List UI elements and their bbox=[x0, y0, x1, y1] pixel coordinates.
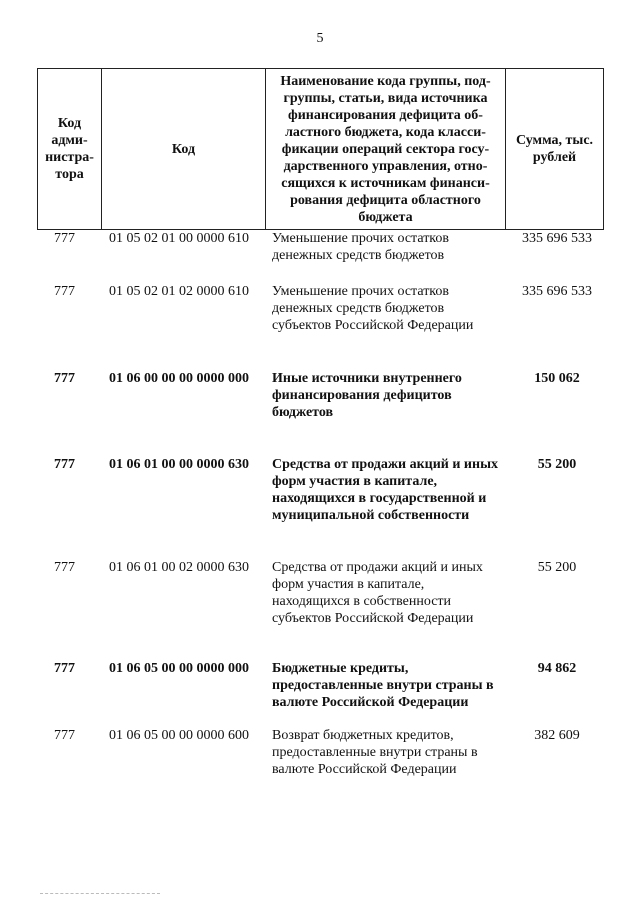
scan-artifact-line bbox=[40, 893, 160, 897]
row-admin: 777 bbox=[54, 728, 75, 743]
table-row bbox=[37, 370, 604, 421]
row-admin: 777 bbox=[54, 457, 75, 472]
row-code: 01 06 05 00 00 0000 600 bbox=[109, 728, 249, 743]
row-name: Бюджетные кредиты, предоставленные внутри страны в валюте Российской Федерации bbox=[272, 661, 494, 710]
row-code: 01 05 02 01 02 0000 610 bbox=[109, 284, 249, 299]
row-sum: 55 200 bbox=[537, 560, 577, 575]
row-name: Средства от продажи акций и иных форм участия в капитале, находящихся в государственной и муниципальной собственности bbox=[272, 457, 498, 523]
header-name: Наименование кода группы, под-группы, статьи, вида источника финансирования дефицита об-ластного бюджета, кода класси-фикации операций сектора госу-дарственного управления, отно-сящихся к источникам финанси-рования дефицита областного бюджета bbox=[265, 69, 505, 229]
row-admin: 777 bbox=[54, 284, 75, 299]
row-sum: 382 609 bbox=[534, 728, 580, 743]
row-name: Возврат бюджетных кредитов, предоставленные внутри страны в валюте Российской Федерации bbox=[272, 728, 478, 777]
page-number: 5 bbox=[316, 31, 324, 46]
row-code: 01 06 01 00 02 0000 630 bbox=[109, 560, 249, 575]
row-admin: 777 bbox=[54, 231, 75, 246]
table-row bbox=[37, 456, 604, 524]
table-row bbox=[37, 559, 604, 627]
row-code: 01 06 05 00 00 0000 000 bbox=[109, 661, 249, 676]
table-row bbox=[37, 660, 604, 711]
row-name: Уменьшение прочих остатков денежных средств бюджетов bbox=[272, 231, 450, 263]
table-row bbox=[37, 727, 604, 778]
row-code: 01 06 01 00 00 0000 630 bbox=[109, 457, 249, 472]
row-admin: 777 bbox=[54, 371, 75, 386]
sources-table bbox=[37, 68, 604, 778]
table-header bbox=[37, 68, 604, 230]
row-code: 01 05 02 01 00 0000 610 bbox=[109, 231, 249, 246]
table-body bbox=[37, 230, 604, 778]
header-admin-code: Код адми-нистра-тора bbox=[45, 116, 94, 182]
row-code: 01 06 00 00 00 0000 000 bbox=[109, 371, 249, 386]
row-sum: 335 696 533 bbox=[522, 284, 592, 299]
table-row bbox=[37, 230, 604, 264]
row-name: Средства от продажи акций и иных форм участия в капитале, находящихся в собственности субъектов Российской Федерации bbox=[272, 560, 483, 626]
row-sum: 94 862 bbox=[537, 661, 577, 676]
table-row bbox=[37, 283, 604, 334]
row-admin: 777 bbox=[54, 560, 75, 575]
row-sum: 335 696 533 bbox=[522, 231, 592, 246]
row-sum: 150 062 bbox=[534, 371, 580, 386]
row-sum: 55 200 bbox=[537, 457, 577, 472]
row-name: Уменьшение прочих остатков денежных средств бюджетов субъектов Российской Федерации bbox=[272, 284, 474, 333]
row-admin: 777 bbox=[54, 661, 75, 676]
header-code: Код bbox=[101, 69, 265, 229]
header-sum: Сумма, тыс. рублей bbox=[505, 69, 603, 229]
row-name: Иные источники внутреннего финансирования дефицитов бюджетов bbox=[272, 371, 462, 420]
